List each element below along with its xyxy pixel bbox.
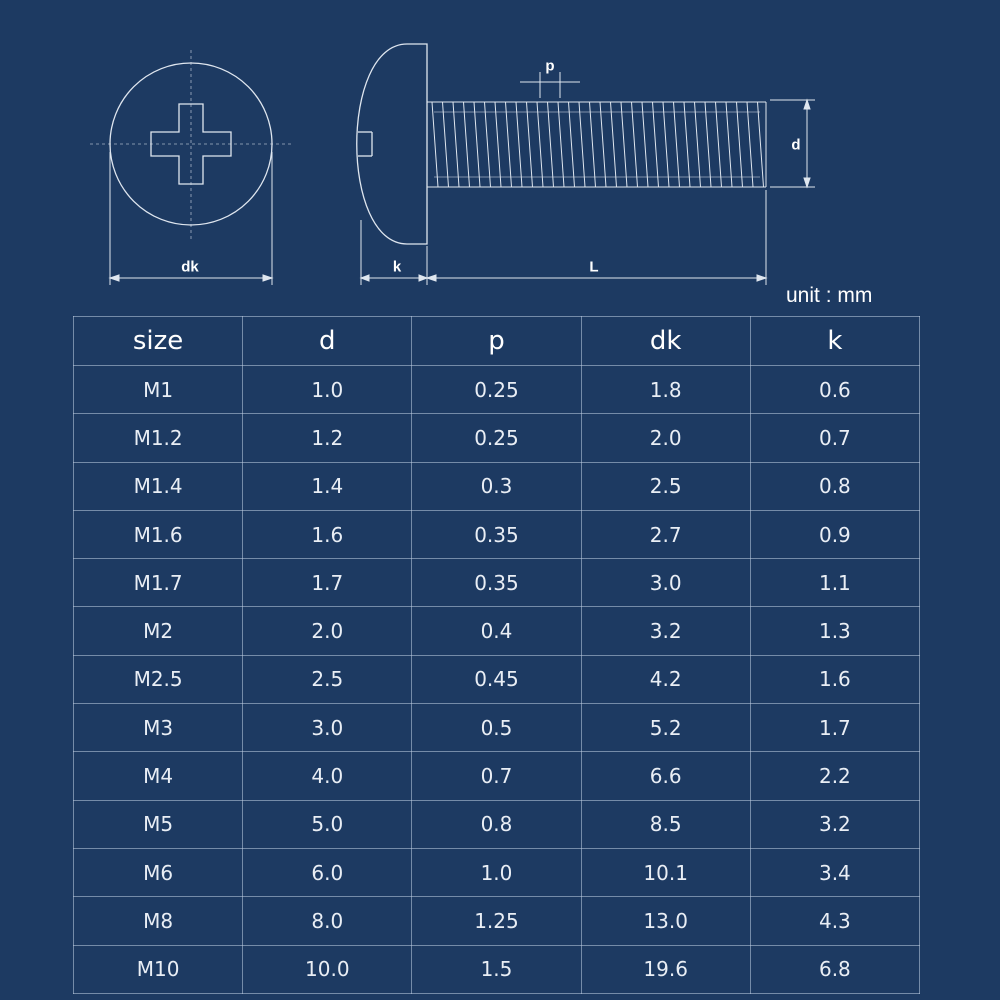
table-cell-p: 0.3 xyxy=(412,462,581,510)
table-cell-d: 2.5 xyxy=(243,655,412,703)
table-cell-k: 3.2 xyxy=(750,800,919,848)
table-row xyxy=(74,752,920,800)
screw-thread xyxy=(427,102,766,187)
table-cell-p: 1.0 xyxy=(412,848,581,896)
table-cell-size: M1 xyxy=(74,366,243,414)
table-cell-size: M1.4 xyxy=(74,462,243,510)
table-cell-d: 1.2 xyxy=(243,414,412,462)
k-label: k xyxy=(392,258,402,276)
table-cell-d: 1.0 xyxy=(243,366,412,414)
table-cell-dk: 2.5 xyxy=(581,462,750,510)
table-cell-k: 0.8 xyxy=(750,462,919,510)
table-cell-size: M1.2 xyxy=(74,414,243,462)
table-cell-dk: 4.2 xyxy=(581,655,750,703)
table-cell-size: M10 xyxy=(74,945,243,993)
table-row xyxy=(74,945,920,993)
table-cell-size: M6 xyxy=(74,848,243,896)
table-cell-dk: 10.1 xyxy=(581,848,750,896)
table-cell-k: 0.7 xyxy=(750,414,919,462)
table-row xyxy=(74,414,920,462)
table-row xyxy=(74,559,920,607)
table-cell-dk: 5.2 xyxy=(581,704,750,752)
table-cell-p: 0.5 xyxy=(412,704,581,752)
table-cell-size: M3 xyxy=(74,704,243,752)
unit-label: unit : mm xyxy=(786,284,873,307)
table-cell-size: M4 xyxy=(74,752,243,800)
p-label: p xyxy=(545,57,555,75)
table-cell-size: M1.6 xyxy=(74,510,243,558)
table-row xyxy=(74,800,920,848)
table-cell-p: 0.25 xyxy=(412,366,581,414)
table-cell-p: 0.4 xyxy=(412,607,581,655)
table-row xyxy=(74,510,920,558)
screw-head-side-view xyxy=(357,44,427,244)
table-row xyxy=(74,897,920,945)
column-header-d: d xyxy=(243,317,412,366)
table-cell-d: 3.0 xyxy=(243,704,412,752)
table-row xyxy=(74,848,920,896)
table-cell-d: 2.0 xyxy=(243,607,412,655)
table-cell-p: 1.25 xyxy=(412,897,581,945)
table-cell-k: 1.6 xyxy=(750,655,919,703)
p-dimension-line xyxy=(520,72,580,98)
table-row xyxy=(74,607,920,655)
table-body xyxy=(74,366,920,994)
table-row xyxy=(74,366,920,414)
table-cell-dk: 6.6 xyxy=(581,752,750,800)
table-cell-d: 4.0 xyxy=(243,752,412,800)
table-cell-k: 0.9 xyxy=(750,510,919,558)
table-cell-dk: 3.0 xyxy=(581,559,750,607)
table-cell-d: 8.0 xyxy=(243,897,412,945)
dk-label: dk xyxy=(181,258,199,276)
table-cell-k: 4.3 xyxy=(750,897,919,945)
spec-table xyxy=(73,316,920,994)
table-cell-k: 3.4 xyxy=(750,848,919,896)
table-cell-dk: 2.0 xyxy=(581,414,750,462)
table-cell-d: 1.6 xyxy=(243,510,412,558)
table-header-row xyxy=(74,317,920,366)
table-cell-d: 10.0 xyxy=(243,945,412,993)
table-cell-k: 2.2 xyxy=(750,752,919,800)
d-label: d xyxy=(791,136,801,154)
column-header-size: size xyxy=(74,317,243,366)
table-cell-dk: 8.5 xyxy=(581,800,750,848)
table-cell-p: 0.35 xyxy=(412,559,581,607)
table-cell-size: M5 xyxy=(74,800,243,848)
table-cell-p: 0.8 xyxy=(412,800,581,848)
table-cell-p: 0.45 xyxy=(412,655,581,703)
table-cell-k: 1.3 xyxy=(750,607,919,655)
table-cell-d: 1.4 xyxy=(243,462,412,510)
table-cell-size: M2.5 xyxy=(74,655,243,703)
table-cell-d: 6.0 xyxy=(243,848,412,896)
table-row xyxy=(74,655,920,703)
column-header-p: p xyxy=(412,317,581,366)
table-cell-p: 0.25 xyxy=(412,414,581,462)
table-cell-d: 5.0 xyxy=(243,800,412,848)
table-cell-p: 0.7 xyxy=(412,752,581,800)
table-cell-dk: 19.6 xyxy=(581,945,750,993)
table-cell-size: M2 xyxy=(74,607,243,655)
table-cell-size: M1.7 xyxy=(74,559,243,607)
column-header-k: k xyxy=(750,317,919,366)
column-header-dk: dk xyxy=(581,317,750,366)
L-label: L xyxy=(589,258,599,276)
table-cell-dk: 13.0 xyxy=(581,897,750,945)
table-cell-k: 1.1 xyxy=(750,559,919,607)
table-cell-dk: 1.8 xyxy=(581,366,750,414)
table-row xyxy=(74,462,920,510)
table-cell-p: 0.35 xyxy=(412,510,581,558)
table-cell-size: M8 xyxy=(74,897,243,945)
table-cell-d: 1.7 xyxy=(243,559,412,607)
table-cell-k: 6.8 xyxy=(750,945,919,993)
table-cell-k: 0.6 xyxy=(750,366,919,414)
table-cell-dk: 3.2 xyxy=(581,607,750,655)
screw-diagram xyxy=(0,0,1000,310)
table-row xyxy=(74,704,920,752)
table-cell-dk: 2.7 xyxy=(581,510,750,558)
table-cell-k: 1.7 xyxy=(750,704,919,752)
table-cell-p: 1.5 xyxy=(412,945,581,993)
